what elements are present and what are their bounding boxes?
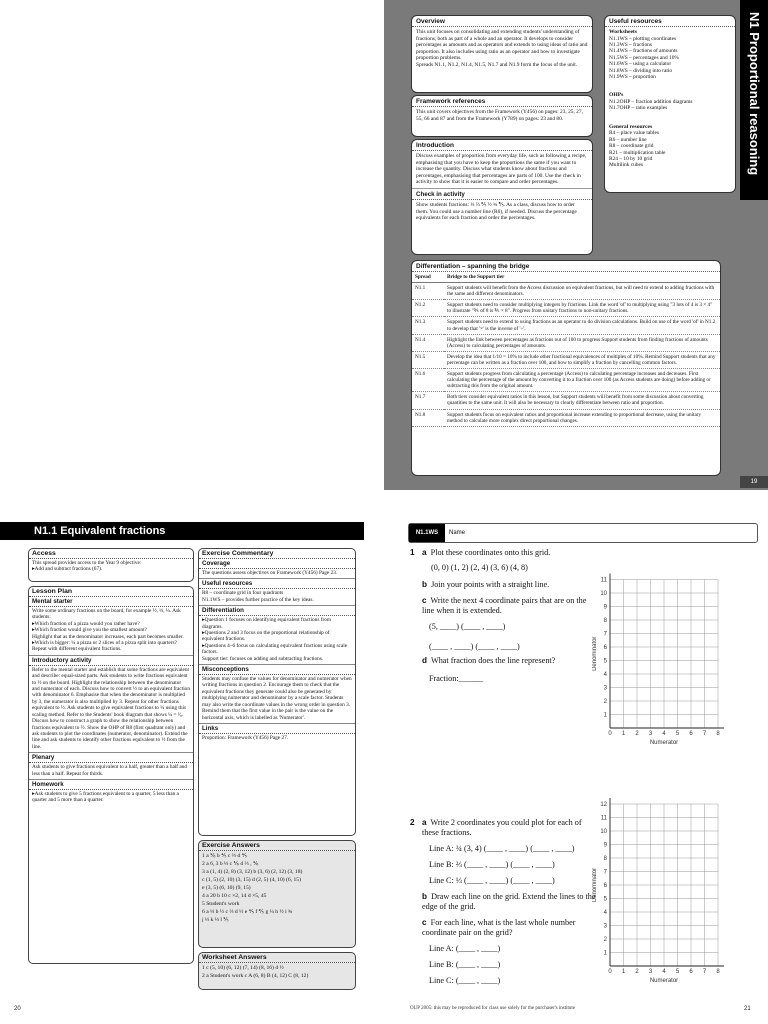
answer-line: 3 a (1, 4) (2, 8) (3, 12) b (3, 6) (2, 12) (3, 18)	[202, 869, 303, 875]
diff-bullet: ▸ Questions 2 and 3 focus on the proportional relationship of equivalent fractions.	[202, 630, 352, 643]
y-tick-label: 10	[600, 591, 607, 597]
q1a-coords: (0, 0) (1, 2) (2, 4) (3, 6) (4, 8)	[431, 563, 528, 572]
page-number-right: 21	[744, 1006, 751, 1012]
misconceptions-heading: Misconceptions	[199, 664, 355, 675]
y-tick-label: 2	[603, 699, 607, 705]
resource-item: R21 – multiplication table	[609, 149, 666, 156]
starter-text: Write some ordinary fractions on the board, for example ½, ⅓, ¼. Ask students:	[32, 608, 181, 621]
y-tick-label: 12	[600, 802, 607, 808]
x-tick-label: 1	[621, 731, 626, 737]
x-tick-label: 4	[662, 969, 666, 975]
exercise-answers-heading: Exercise Answers	[199, 841, 355, 851]
y-tick-label: 11	[600, 815, 607, 822]
links-text: Proportion: Framework (Y456) Page 27.	[202, 734, 289, 741]
x-tick-label: 7	[702, 731, 707, 737]
q2c: c For each line, what is the last whole number coordinate pair on the grid?	[422, 918, 576, 937]
commentary-resource-line: R8 – coordinate grid in four quadrants	[202, 590, 284, 597]
starter-text-2: Highlight that as the denominator increases, each part becomes smaller.	[32, 633, 184, 640]
commentary-heading: Exercise Commentary	[199, 549, 355, 559]
x-tick-label: 3	[648, 969, 653, 975]
resource-item: R4 – place value tables	[609, 130, 659, 137]
resource-item: N1.7OHP – ratio examples	[609, 105, 668, 112]
row-bridge-text: Support students will benefit from the Access discussion on equivalent fractions, but will need to extend to adding fractions with the same and different denominators.	[444, 283, 720, 300]
q1d-blank: Fraction:______	[429, 674, 484, 683]
links-heading: Links	[199, 723, 355, 734]
q1c-blank-row-2: (____ , ____) (____ , ____)	[429, 642, 520, 651]
resource-item: N1.5WS – percentages and 10%	[609, 54, 679, 61]
row-bridge-text: Support students need to extend to using fractions as an operator to do division calculations. Build on use of the word 'of' in N1.2 to develop that '×' is the inverse of '÷'.	[444, 317, 720, 334]
q2-line-b: Line B: ⅔ (____ , ____) (____ , ____)	[429, 860, 555, 869]
coverage-heading: Coverage	[199, 559, 355, 569]
x-tick-label: 0	[608, 731, 612, 737]
plenary-text: Ask students to give fractions equivalent to a half, greater than a half and less than a half. Repeat for thirds.	[32, 764, 188, 777]
framework-card	[411, 95, 593, 137]
q2a: a Write 2 coordinates you could plot for each of these fractions.	[422, 818, 582, 837]
row-bridge-text: Both tiers consider equivalent ratios in this lesson, but Support students will benefit from some discussion about converting quantities to the same unit. It will also be necessary to clearly differentiate between ratio and proportion.	[444, 392, 720, 409]
differentiation-row	[412, 300, 720, 317]
resource-item: R8 – coordinate grid	[609, 143, 654, 150]
q2c-last-a: Line A: (____ , ____)	[429, 944, 501, 953]
access-text: This spread provides access to the Year 9 objective:	[32, 560, 142, 566]
worksheet-answers-box	[198, 952, 356, 990]
intro-activity-text: Refer to the mental starter and establish that some fractions are equivalent and describe: equal-sized parts. Ask students to write fractions equivalent to ½ on the board. Highlight the relationship between the denominator and numerator of each. Discuss how to convert ½ to an equivalent fraction with denominator 6. Emphasise that when the denominator is multiplied by 3, the numerator is also multiplied by 3. Repeat for other fractions equivalent to ½. Ask students to give equivalent fractions to ¼ using this scaling method. Refer to the Students' book diagram that shows ¼ = ²⁄₈. Discuss how to construct a graph to show the relationship between fractions equivalent to ½. Show the OHP of R8 (first quadrant only) and ask students to plot the coordinates (numerator, denominator). Extend the line and ask students to identify other fractions equivalent to ½ from the line.	[32, 666, 190, 750]
name-label: Name	[449, 530, 466, 536]
resource-item: R6 – number line	[609, 136, 647, 143]
x-tick-label: 8	[716, 731, 720, 737]
resource-item: N1.1WS – plotting coordinates	[609, 35, 677, 42]
answer-line: 2 a Student's work c A (6, 8) B (4, 12) C (8, 12)	[202, 973, 309, 979]
q1c: c Write the next 4 coordinate pairs that are on the line when it is extended.	[422, 596, 587, 615]
y-tick-label: 6	[603, 883, 607, 889]
x-tick-label: 3	[648, 731, 653, 737]
row-spread: N1.8	[412, 409, 444, 426]
worksheet-header	[408, 523, 758, 543]
resource-item: R24 – 10 by 10 grid	[609, 156, 653, 163]
differentiation-row	[412, 283, 720, 300]
row-spread: N1.4	[412, 334, 444, 351]
worksheet-answers-heading: Worksheet Answers	[199, 953, 355, 963]
differentiation-row	[412, 409, 720, 426]
differentiation-row	[412, 351, 720, 368]
row-bridge-text: Support students focus on equivalent ratios and proportional increase extending to proportional decrease, using the unitary method to calculate more complex direct proportional changes.	[444, 409, 720, 426]
starter-bullet: ▸ Which fraction of a pizza would you rather have?	[32, 621, 190, 627]
x-tick-label: 1	[621, 969, 626, 975]
overview-text: This unit focuses on consolidating and extending students' understanding of fractions, both as part of a whole and an operator. It develops to consider percentages as amounts and as operators and extends to using ideas of ratio and proportion. It also includes using ratio as an operator and how to investigate proportion problems.	[416, 29, 588, 62]
resource-item: N1.6WS – using a calculator	[609, 61, 672, 68]
answer-line: 1 a ⅙ b ⅘ c ⅔ d ⅘	[202, 853, 248, 859]
worksheets-heading: Worksheets	[609, 29, 637, 35]
col-bridge: Bridge to the Support tier	[444, 272, 720, 283]
overview-heading: Overview	[412, 16, 592, 27]
q2b: b Draw each line on the grid. Extend the lines to the edge of the grid.	[422, 892, 596, 911]
y-tick-label: 9	[603, 842, 607, 849]
y-tick-label: 3	[603, 685, 607, 692]
ohps-heading: OHPs	[609, 92, 624, 99]
resources-heading: Useful resources	[605, 16, 735, 27]
y-tick-label: 7	[603, 631, 607, 638]
q1c-blank-row-1: (5, ____) (____ , ____)	[429, 622, 506, 631]
y-tick-label: 4	[603, 672, 607, 678]
mental-starter-heading: Mental starter	[29, 597, 193, 607]
resource-item: Multilink cubes	[609, 162, 643, 169]
q2-line-c: Line C: ⅓ (____ , ____) (____ , ____)	[429, 876, 555, 885]
y-tick-label: 9	[603, 604, 607, 611]
x-tick-label: 4	[662, 731, 666, 737]
x-tick-label: 6	[689, 731, 693, 737]
unit-title: N1 Proportional reasoning	[747, 12, 762, 176]
x-tick-label: 8	[716, 969, 720, 975]
row-spread: N1.7	[412, 392, 444, 409]
y-tick-label: 5	[603, 658, 607, 665]
misconceptions-text: Students may confuse the values for denominator and numerator when writing fractions in question 2. Encourage them to check that the equivalent fractions they generate could also be generated by multiplying numerator and denominator by a scale factor. Students may also write the coordinate values in the wrong order in question 3. Remind them that the first value in the pair is the value on the horizontal axis, which is labelled as 'Numerator'.	[202, 676, 352, 721]
y-tick-label: 2	[603, 937, 607, 943]
useful-resources-card	[604, 15, 736, 193]
x-tick-label: 2	[635, 969, 639, 975]
commentary-resources-heading: Useful resources	[199, 578, 355, 589]
answer-line: 6 a ⅓ b ½ c ⅔ d ½ e ⅘ f ⅖ g ¼ h ½ i ¾	[202, 909, 293, 915]
row-spread: N1.3	[412, 317, 444, 334]
access-heading: Access	[29, 549, 193, 559]
q1-number: 1	[410, 548, 415, 557]
row-bridge-text: Support students need to consider multiplying integers by fractions. Link the word 'of' to multiplying using "3 lots of 4 is 3 × 4" to illustrate "⅗ of 8 is ⅗ × 8". Progress from unitary fractions to non-unitary fractions.	[444, 300, 720, 317]
coverage-text: The questions assess objectives on Framework (Y456) Page 23.	[202, 570, 338, 576]
row-bridge-text: Develop the idea that 1/10 = 10% to include other fractional equivalences of multiples of 10%. Remind Support students that any percentage can be written as a fraction over 100, and how to simplify a fraction by cancelling common factors.	[444, 351, 720, 368]
q2c-last-c: Line C: (____ , ____)	[429, 976, 501, 985]
y-tick-label: 8	[603, 618, 607, 624]
page-number-left: 20	[14, 1006, 21, 1012]
row-spread: N1.5	[412, 351, 444, 368]
homework-bullet: ▸ Ask students to give 5 fractions equivalent to a quarter, 5 less than a quarter and 5 more than a quarter.	[32, 791, 190, 804]
starter-text-3: Repeat with different equivalent fractions.	[32, 646, 122, 653]
coordinate-grid-2	[592, 798, 742, 988]
answer-line: e (3, 5) (6, 10) (9, 15)	[202, 885, 251, 891]
coordinate-grid-1	[592, 550, 742, 750]
answer-line: j ⅓ k ⅓ l ⅕	[202, 917, 229, 923]
y-tick-label: 8	[603, 856, 607, 862]
y-tick-label: 3	[603, 923, 607, 930]
differentiation-heading: Differentiation – spanning the bridge	[412, 261, 720, 272]
lesson-title: N1.1 Equivalent fractions	[0, 522, 364, 540]
framework-heading: Framework references	[412, 96, 592, 107]
y-tick-label: 7	[603, 869, 607, 876]
answer-line: 2 a 6, 3 b ⅓ c ⅙ d ⅔ , ⅙	[202, 861, 259, 867]
commentary-resource-line: N1.1WS – provides further practice of the key ideas.	[202, 596, 314, 603]
answer-line: c (1, 5) (2, 10) (3, 15) d (2, 5) (4, 10) (6, 15)	[202, 877, 301, 883]
introduction-text: Discuss examples of proportion from everyday life, such as following a recipe, emphasising that you have to keep the proportions the same if you want to increase the quantity. Discuss what students know about fractions and percentages, emphasising that percentages are parts of 100. Use the check in activity to show that it is easier to compare and order percentages.	[416, 153, 587, 186]
intro-activity-heading: Introductory activity	[29, 655, 193, 666]
plenary-heading: Plenary	[29, 752, 193, 763]
overview-card	[411, 15, 593, 93]
x-tick-label: 5	[675, 731, 680, 737]
diff-bullet: ▸ Question 1 focuses on identifying equivalent fractions from diagrams.	[202, 617, 352, 630]
differentiation-table	[412, 272, 720, 427]
exercise-commentary-box	[198, 548, 356, 836]
unit-title-tab	[740, 0, 768, 200]
differentiation-row	[412, 334, 720, 351]
q1d: d What fraction does the line represent?	[422, 656, 556, 665]
access-box	[28, 548, 194, 582]
y-tick-label: 1	[603, 712, 607, 719]
framework-text: This unit covers objectives from the Framework (Y456) on pages: 23, 25, 27, 55, 66 and 87 and from the Framework (Y789) on pages: 23 and 80.	[416, 109, 583, 122]
row-bridge-text: Highlight the link between percentages as fractions out of 100 to progress Support students from finding fractions of amounts (Access) to calculating percentages of amounts.	[444, 334, 720, 351]
y-tick-label: 1	[603, 950, 607, 957]
y-axis-label: Denominator	[592, 636, 598, 671]
answer-line: 1 c (5, 10) (6, 12) (7, 14) (8, 16) d ½	[202, 965, 284, 971]
q1b: b Join your points with a straight line.	[422, 580, 550, 589]
resource-item: N1.2OHP – fraction addition diagrams	[609, 99, 693, 106]
row-spread: N1.2	[412, 300, 444, 317]
y-axis-label: Denominator	[592, 867, 598, 903]
answer-line: 4 a 20 b 10 c ×2, 14 d ×5, 45	[202, 893, 267, 899]
general-resources-heading: General resources	[609, 123, 653, 130]
x-axis-label: Numerator	[649, 978, 679, 984]
y-tick-label: 5	[603, 896, 607, 903]
differentiation-row	[412, 317, 720, 334]
worksheet-code: N1.1WS	[409, 524, 445, 542]
q2-number: 2	[410, 818, 415, 827]
resource-item: N1.4WS – fractions of amounts	[609, 48, 678, 55]
col-spread: Spread	[412, 272, 444, 283]
q2c-last-b: Line B: (____ , ____)	[429, 960, 501, 969]
exercise-answers-box	[198, 840, 356, 948]
x-tick-label: 7	[702, 969, 707, 975]
x-tick-label: 2	[635, 731, 639, 737]
q2-line-a: Line A: ¾ (3, 4) (____ , ____) (____ , ____)	[429, 844, 575, 853]
y-tick-label: 10	[600, 829, 607, 835]
overview-spreads: Spreads N1.1, N1.2, N1.4, N1.5, N1.7 and N1.9 form the focus of the unit.	[416, 61, 578, 68]
differentiation-card	[411, 260, 721, 476]
answer-line: 5 Student's work	[202, 901, 240, 907]
starter-bullet: ▸ Which fraction would give you the smallest amount?	[32, 627, 190, 633]
row-spread: N1.1	[412, 283, 444, 300]
x-tick-label: 0	[608, 969, 612, 975]
differentiation-row	[412, 392, 720, 409]
x-tick-label: 5	[675, 969, 680, 975]
y-tick-label: 4	[603, 910, 607, 916]
lesson-plan-box	[28, 586, 194, 964]
commentary-diff-heading: Differentiation	[199, 605, 355, 616]
page-number: 19	[740, 476, 768, 488]
copyright-footer: OUP 2005: this may be reproduced for class use solely for the purchaser's institute	[410, 1006, 575, 1011]
row-bridge-text: Support students progress from calculating a percentage (Access) to calculating percentage increases and decreases. First calculating the percentage of the amount by converting it to a fraction over 100 (as Access students are doing) before adding or subtracting this from the original amount.	[444, 369, 720, 392]
x-tick-label: 6	[689, 969, 693, 975]
resource-item: N1.8WS – dividing into ratio	[609, 67, 673, 74]
x-axis-label: Numerator	[649, 740, 679, 746]
resource-item: N1.9WS – proportion	[609, 74, 656, 81]
q1a: a Plot these coordinates onto this grid.	[422, 548, 551, 557]
resource-item: N1.3WS – fractions	[609, 42, 652, 48]
starter-bullet: ▸ Which is bigger: ¼ a pizza or 2 slices of a pizza split into quarters?	[32, 640, 190, 646]
support-tier-note: Support tier: focuses on adding and subtracting fractions.	[202, 655, 324, 662]
y-tick-label: 11	[600, 577, 607, 584]
homework-heading: Homework	[29, 779, 193, 790]
diff-bullet: ▸ Questions 4–6 focus on calculating equivalent fractions using scale factors.	[202, 643, 352, 656]
differentiation-row	[412, 369, 720, 392]
y-tick-label: 6	[603, 645, 607, 651]
introduction-heading: Introduction	[412, 140, 592, 151]
access-bullet: ▸ Add and subtract fractions (67).	[32, 566, 190, 572]
row-spread: N1.6	[412, 369, 444, 392]
introduction-card	[411, 139, 593, 255]
check-in-text: Show students fractions: ⅓ ⅔ ⅖ ½ ¾ ⅗. As a class, discuss how to order them. You could use a number line (R6), if needed. Discuss the percentage equivalents for each fraction and order the percentages.	[416, 201, 577, 222]
lesson-plan-heading: Lesson Plan	[29, 587, 193, 597]
check-in-heading: Check in activity	[412, 188, 592, 200]
